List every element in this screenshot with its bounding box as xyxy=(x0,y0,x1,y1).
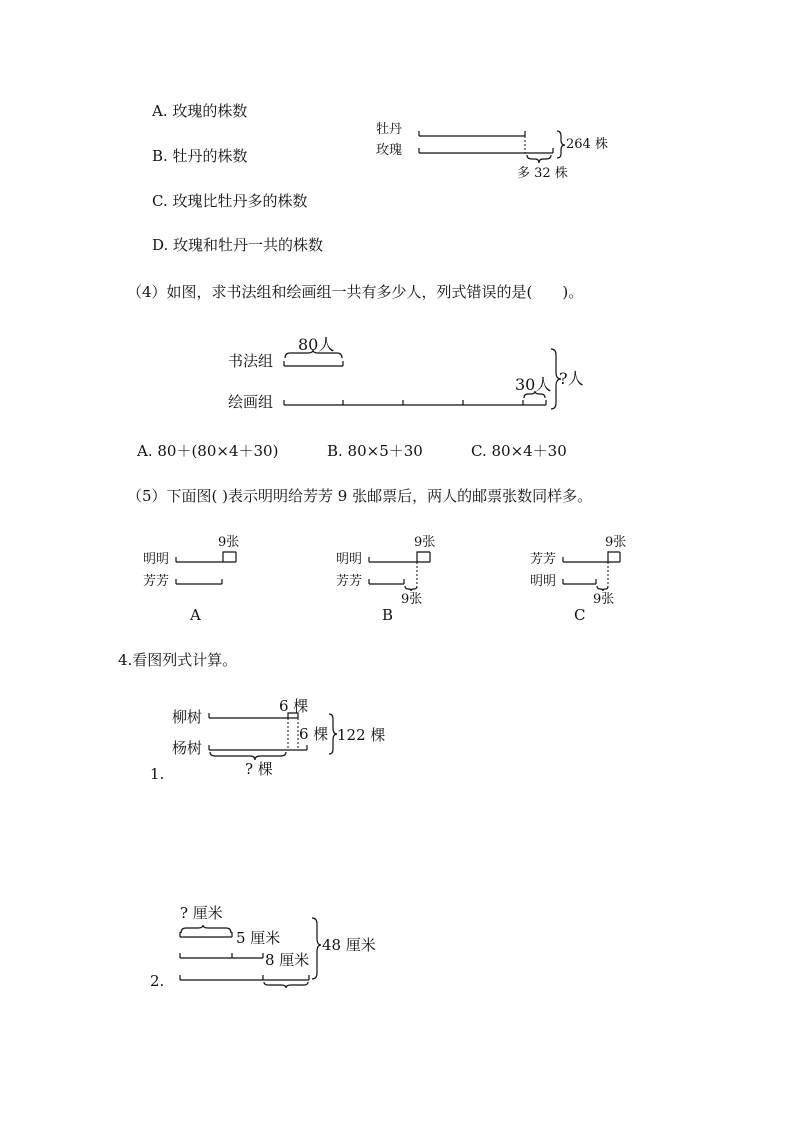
q5c-top-label: 芳芳 xyxy=(530,552,557,567)
q3-option-c: C. 玫瑰比牡丹多的株数 xyxy=(152,192,308,210)
q4-question: （4）如图，求书法组和绘画组一共有多少人，列式错误的是( )。 xyxy=(127,283,584,301)
brace-question-cm xyxy=(181,925,231,933)
p2-number: 2. xyxy=(150,972,165,990)
q5c-bottom-label: 明明 xyxy=(530,574,557,589)
p2-question: ? 厘米 xyxy=(180,904,223,922)
q4-option-b: B. 80×5＋30 xyxy=(327,442,423,460)
section4-title: 4.看图列式计算。 xyxy=(118,651,238,669)
p2-note2: 8 厘米 xyxy=(265,951,310,969)
q5-question: （5）下面图( )表示明明给芳芳 9 张邮票后，两人的邮票张数同样多。 xyxy=(127,487,593,505)
brace-48cm xyxy=(312,918,321,979)
q5c-letter: C xyxy=(574,606,586,624)
q4-calligraphy-count: 80人 xyxy=(298,335,335,354)
q3-label-rose: 玫瑰 xyxy=(376,143,403,158)
p1-total: 122 棵 xyxy=(337,726,386,744)
q5a-top-note: 9张 xyxy=(218,535,240,550)
q5a-top-label: 明明 xyxy=(143,552,170,567)
q5a-letter: A xyxy=(190,606,201,624)
p1-question: ? 棵 xyxy=(245,760,273,778)
p1-number: 1. xyxy=(150,765,165,783)
brace-8cm xyxy=(264,982,308,988)
q4-total: ?人 xyxy=(559,369,584,388)
q5a-bottom-label: 芳芳 xyxy=(143,574,170,589)
q5c-top-note: 9张 xyxy=(605,535,627,550)
p1-note-mid: 6 棵 xyxy=(299,725,329,743)
q4-label-painting: 绘画组 xyxy=(228,393,274,411)
p2-note1: 5 厘米 xyxy=(236,929,281,947)
q5b-letter: B xyxy=(382,606,394,624)
q3-more-label: 多 32 株 xyxy=(517,166,568,181)
q5b-bottom-note: 9张 xyxy=(401,592,423,607)
q5b-bottom-label: 芳芳 xyxy=(336,574,363,589)
q3-total-label: 264 株 xyxy=(566,137,608,152)
q5c-bottom-note: 9张 xyxy=(593,592,615,607)
p1-label-willow: 柳树 xyxy=(172,708,203,726)
p2-total: 48 厘米 xyxy=(322,936,376,954)
q3-option-a: A. 玫瑰的株数 xyxy=(152,102,248,120)
q3-option-d: D. 玫瑰和牡丹一共的株数 xyxy=(152,236,324,254)
q5b-top-label: 明明 xyxy=(336,552,363,567)
q3-option-b: B. 牡丹的株数 xyxy=(152,147,248,165)
q4-extra: 30人 xyxy=(515,375,552,394)
q5b-top-note: 9张 xyxy=(414,535,436,550)
q4-option-c: C. 80×4＋30 xyxy=(471,442,567,460)
q4-option-a: A. 80＋(80×4＋30) xyxy=(137,442,279,460)
p1-note-top: 6 棵 xyxy=(279,697,309,715)
p1-label-poplar: 杨树 xyxy=(172,739,203,757)
q4-label-calligraphy: 书法组 xyxy=(228,352,274,370)
q3-label-peony: 牡丹 xyxy=(376,122,403,137)
